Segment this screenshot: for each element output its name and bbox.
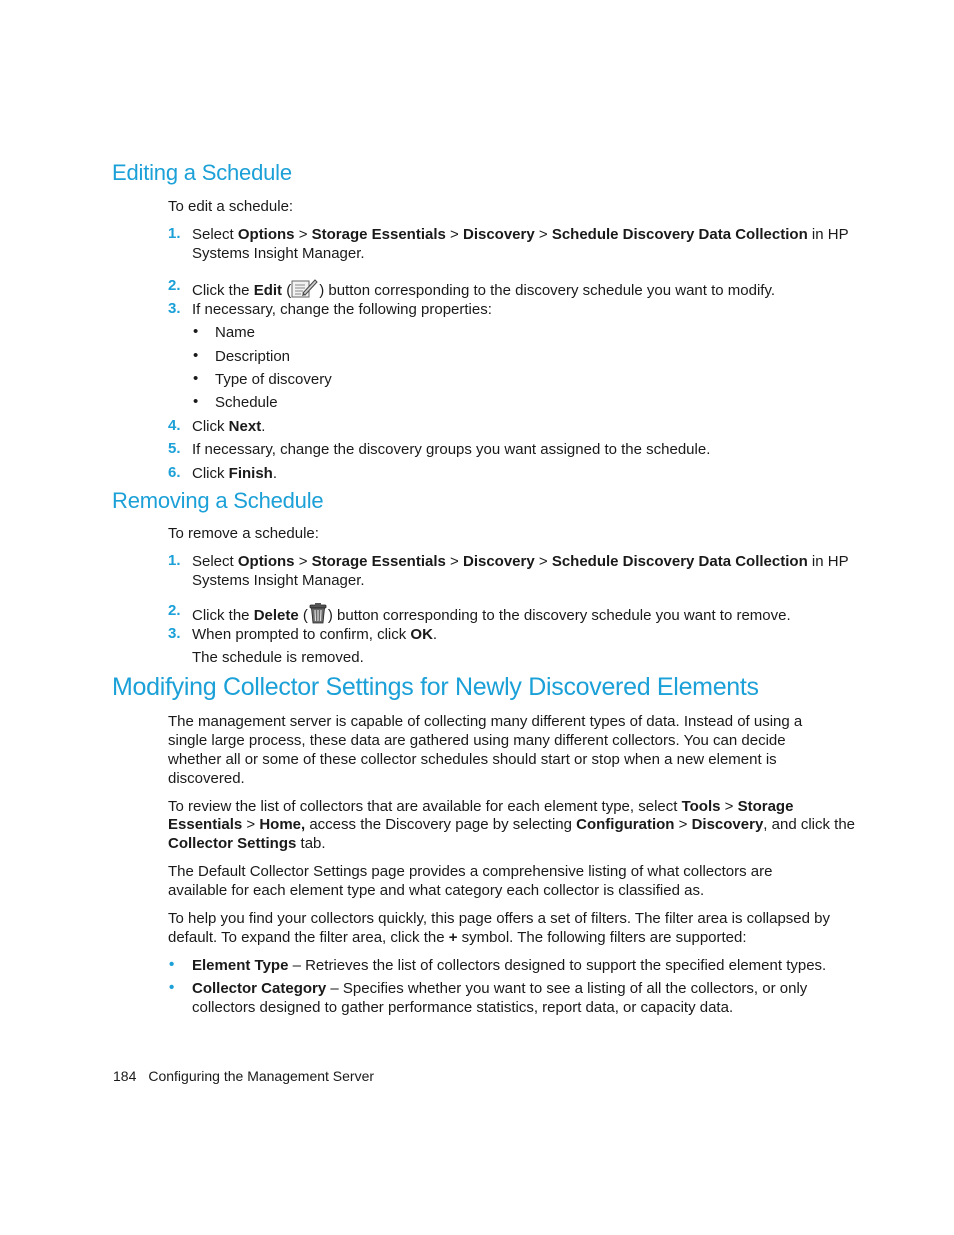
removing-result: The schedule is removed. [192, 649, 364, 666]
editing-step2-text: Click the Edit ( ) button corresponding to the discovery schedule you want to modify. [192, 277, 775, 304]
editing-step1-text-line2: Systems Insight Manager. [192, 245, 365, 262]
removing-step1-number: 1. [168, 552, 181, 569]
paragraph-line: single large process, these data are gathered using many different collectors. You can decide [168, 732, 786, 749]
editing-step5-number: 5. [168, 440, 181, 457]
property-item: Type of discovery [215, 371, 332, 388]
editing-step1-number: 1. [168, 225, 181, 242]
property-item: Schedule [215, 394, 278, 411]
filter-item: Collector Category – Specifies whether you want to see a listing of all the collectors, or only [192, 980, 808, 997]
bullet: • [169, 979, 175, 996]
editing-intro: To edit a schedule: [168, 198, 294, 215]
editing-step6-number: 6. [168, 464, 181, 481]
paragraph-line: default. To expand the filter area, click the + symbol. The following filters are supported: [168, 929, 747, 946]
editing-step3-text: If necessary, change the following properties: [192, 301, 492, 318]
paragraph-line: Collector Settings tab. [168, 835, 326, 852]
bullet: • [193, 323, 199, 340]
editing-step4-number: 4. [168, 417, 181, 434]
editing-step3-number: 3. [168, 300, 181, 317]
paragraph-line: available for each element type and what category each collector is classified as. [168, 882, 705, 899]
removing-step1-text: Select Options > Storage Essentials > Discovery > Schedule Discovery Data Collection in HP [192, 553, 849, 570]
removing-step2-text: Click the Delete ( ) button corresponding to the discovery schedule you want to remove. [192, 602, 791, 629]
paragraph-line: To review the list of collectors that are available for each element type, select Tools > Storage [168, 798, 794, 815]
filter-item-line2: collectors designed to gather performance statistics, report data, or capacity data. [192, 999, 734, 1016]
paragraph-line: whether all or some of these collector schedules should start or stop when a new element is [168, 751, 777, 768]
removing-step3-text: When prompted to confirm, click OK. [192, 626, 438, 643]
editing-step2-number: 2. [168, 277, 181, 294]
paragraph-line: To help you find your collectors quickly, this page offers a set of filters. The filter area is collapsed by [168, 910, 830, 927]
bullet: • [169, 956, 175, 973]
editing-step4-text: Click Next. [192, 418, 266, 435]
property-item: Description [215, 348, 291, 365]
editing-step6-text: Click Finish. [192, 465, 278, 482]
chapter-title: Configuring the Management Server [148, 1068, 375, 1084]
heading-editing-schedule: Editing a Schedule [112, 160, 292, 185]
page-footer [113, 1068, 374, 1084]
filter-item: Element Type – Retrieves the list of collectors designed to support the specified element types. [192, 957, 827, 974]
editing-step1-text: Select Options > Storage Essentials > Discovery > Schedule Discovery Data Collection in HP [192, 226, 849, 243]
heading-modifying-collector-settings: Modifying Collector Settings for Newly Discovered Elements [112, 673, 759, 701]
property-item: Name [215, 324, 256, 341]
heading-removing-schedule: Removing a Schedule [112, 488, 324, 513]
paragraph-line: discovered. [168, 770, 245, 787]
bullet: • [193, 393, 199, 410]
removing-step3-number: 3. [168, 625, 181, 642]
removing-step1-text-line2: Systems Insight Manager. [192, 572, 365, 589]
paragraph-line: Essentials > Home, access the Discovery page by selecting Configuration > Discovery, and click the [168, 816, 856, 833]
page-number: 184 [113, 1068, 137, 1084]
editing-step5-text: If necessary, change the discovery groups you want assigned to the schedule. [192, 441, 711, 458]
paragraph-line: The management server is capable of collecting many different types of data. Instead of using a [168, 713, 803, 730]
bullet: • [193, 370, 199, 387]
removing-step2-number: 2. [168, 602, 181, 619]
bullet: • [193, 347, 199, 364]
paragraph-line: The Default Collector Settings page provides a comprehensive listing of what collectors are [168, 863, 773, 880]
removing-intro: To remove a schedule: [168, 525, 319, 542]
